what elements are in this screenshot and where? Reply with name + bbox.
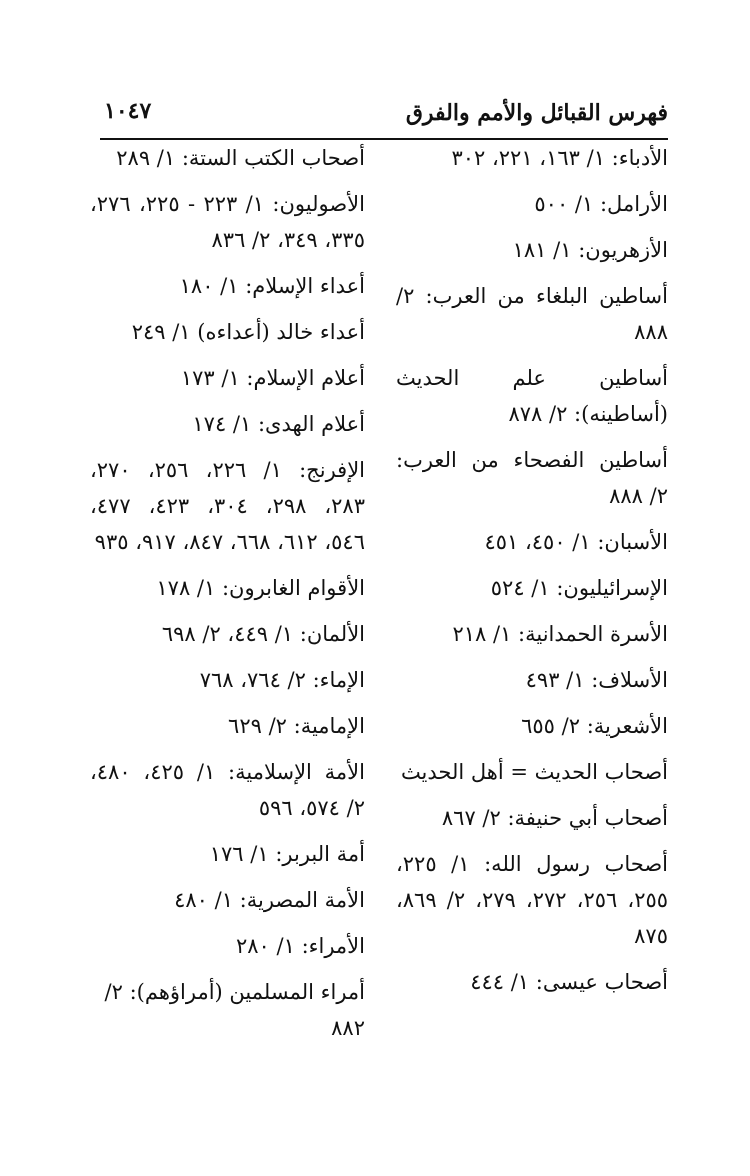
index-entry: أعداء الإسلام: ١/ ١٨٠ <box>179 274 365 298</box>
index-entry: الأمة الإسلامية: ١/ ٤٢٥، ٤٨٠، ٢/ ٥٧٤، ٥٩٦ <box>90 760 365 820</box>
index-entry: أمة البربر: ١/ ١٧٦ <box>209 842 365 866</box>
index-entry: الإفرنج: ١/ ٢٢٦، ٢٥٦، ٢٧٠، ٢٨٣، ٢٩٨، ٣٠٤، ٤٢٣، ٤٧٧، ٥٤٦، ٦١٢، ٦٦٨، ٨٤٧، ٩١٧، ٩٣٥ <box>90 458 366 554</box>
index-entry: أعلام الإسلام: ١/ ١٧٣ <box>180 366 365 390</box>
index-title: فهرس القبائل والأمم والفرق <box>405 100 668 126</box>
index-entry: الأدباء: ١/ ١٦٣، ٢٢١، ٣٠٢ <box>451 146 668 170</box>
page-header <box>100 92 668 140</box>
index-entry: أصحاب رسول الله: ١/ ٢٢٥، ٢٥٥، ٢٥٦، ٢٧٢، ٢٧٩، ٢/ ٨٦٩، ٨٧٥ <box>396 852 669 948</box>
index-entry: أساطين البلغاء من العرب: ٢/ ٨٨٨ <box>396 284 668 344</box>
index-entry: أساطين الفصحاء من العرب: ٢/ ٨٨٨ <box>396 448 668 508</box>
index-entry: الأسلاف: ١/ ٤٩٣ <box>525 668 668 692</box>
index-entry: الأرامل: ١/ ٥٠٠ <box>534 192 668 216</box>
index-entry: أصحاب أبي حنيفة: ٢/ ٨٦٧ <box>441 806 668 830</box>
index-entry: أعلام الهدى: ١/ ١٧٤ <box>192 412 365 436</box>
index-column-right <box>396 140 668 1000</box>
index-entry: الأمة المصرية: ١/ ٤٨٠ <box>174 888 365 912</box>
index-entry: الإسرائيليون: ١/ ٥٢٤ <box>490 576 668 600</box>
index-entry: الأقوام الغابرون: ١/ ١٧٨ <box>156 576 365 600</box>
index-entry: الأصوليون: ١/ ٢٢٣ - ٢٢٥، ٢٧٦، ٣٣٥، ٣٤٩، ٢/ ٨٣٦ <box>90 192 365 252</box>
index-entry: الأزهريون: ١/ ١٨١ <box>512 238 668 262</box>
index-entry: الأمراء: ١/ ٢٨٠ <box>236 934 365 958</box>
index-entry: أصحاب عيسى: ١/ ٤٤٤ <box>470 970 668 994</box>
index-entry: الألمان: ١/ ٤٤٩، ٢/ ٦٩٨ <box>161 622 365 646</box>
index-entry: الأسرة الحمدانية: ١/ ٢١٨ <box>452 622 668 646</box>
index-entry: أصحاب الحديث = أهل الحديث <box>400 760 668 784</box>
index-entry: الإمامية: ٢/ ٦٢٩ <box>228 714 365 738</box>
index-entry: أمراء المسلمين (أمراؤهم): ٢/ ٨٨٢ <box>104 980 365 1040</box>
index-entry: الأشعرية: ٢/ ٦٥٥ <box>521 714 668 738</box>
index-entry: الإماء: ٢/ ٧٦٤، ٧٦٨ <box>199 668 365 692</box>
index-entry: أعداء خالد (أعداءه) ١/ ٢٤٩ <box>131 320 365 344</box>
index-entry: أساطين علم الحديث (أساطينه): ٢/ ٨٧٨ <box>396 366 668 426</box>
page-number: ١٠٤٧ <box>104 98 152 124</box>
index-entry: أصحاب الكتب الستة: ١/ ٢٨٩ <box>116 146 365 170</box>
index-entry: الأسبان: ١/ ٤٥٠، ٤٥١ <box>484 530 668 554</box>
index-column-left <box>90 140 365 1046</box>
